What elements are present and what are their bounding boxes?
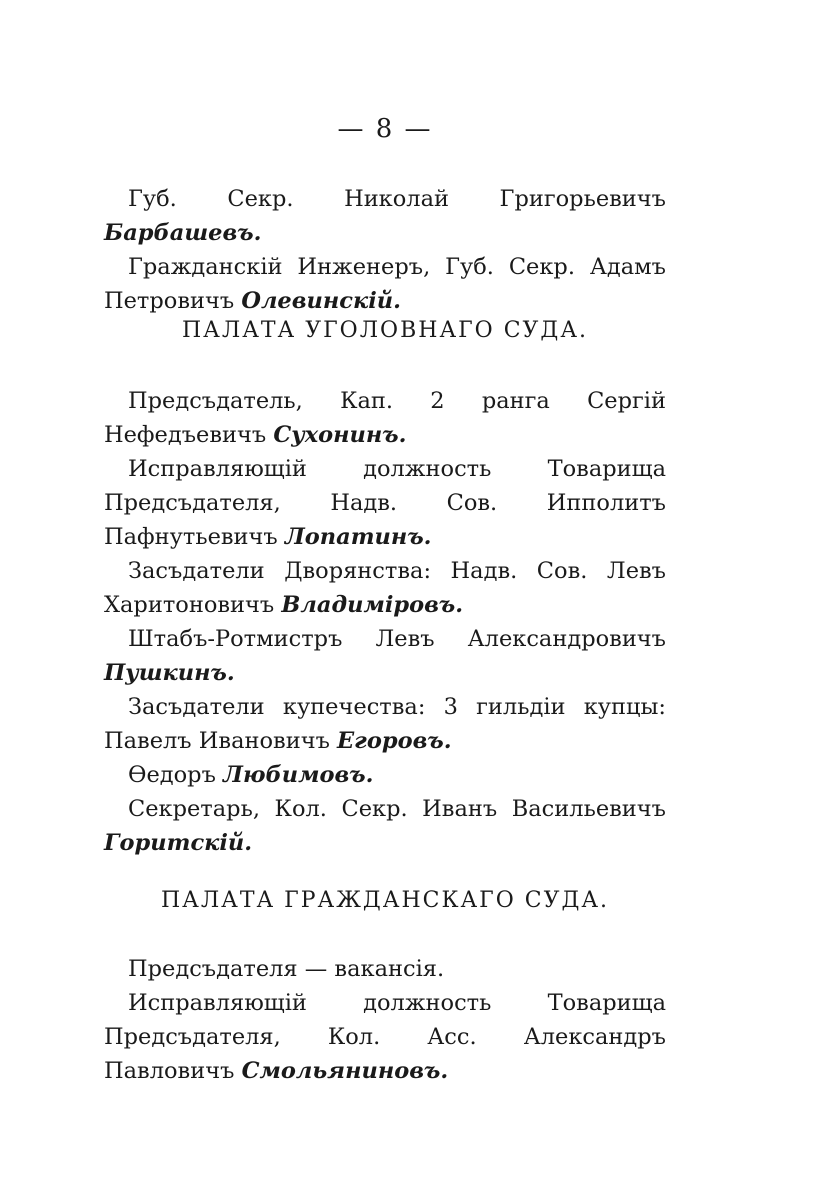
page-number: — 8 — [337,114,433,144]
entry [104,182,666,250]
entry-text: Засъдатели купечества: 3 гильдіи купцы: Павелъ Ивановичъ [104,694,666,754]
entry-surname: Лопатинъ. [284,524,432,550]
section-heading-criminal-court: ПАЛАТА УГОЛОВНАГО СУДА. [182,318,588,343]
entry-surname: Пушкинъ. [104,660,235,686]
entry [104,250,666,318]
section-civil-court-entries [104,952,666,1088]
entry-surname: Егоровъ. [337,728,452,754]
entry-text: Предсъдатель, Кап. 2 ранга Сергій Нефедъевичъ [104,388,666,448]
entry [104,986,666,1088]
entry [104,690,666,758]
entry [104,452,666,554]
entry-text: Өедоръ [128,762,224,788]
entry-surname: Барбашевъ. [104,220,262,246]
entry [104,622,666,690]
entry-surname: Сухонинъ. [273,422,407,448]
entry-text: Предсъдателя — вакансія. [128,956,445,982]
entry-text: Губ. Секр. Николай Григорьевичъ [128,186,666,212]
section-heading-civil-court: ПАЛАТА ГРАЖДАНСКАГО СУДА. [160,888,610,913]
entry [104,384,666,452]
entry-surname: Любимовъ. [223,762,374,788]
entry-text: Засъдатели Дворянства: Надв. Сов. Левъ Харитоновичъ [104,558,666,618]
entry-text: Штабъ-Ротмистръ Левъ Александровичъ [128,626,666,652]
entry-surname: Горитскій. [104,830,253,856]
section-criminal-court-entries [104,384,666,860]
entry-text: Исправляющій должность Товарища Предсъдателя, Надв. Сов. Ипполитъ Пафнутьевичъ [104,456,666,550]
entry-surname: Владиміровъ. [281,592,464,618]
entry-text: Секретарь, Кол. Секр. Иванъ Васильевичъ [128,796,666,822]
entry [104,758,666,792]
top-block [104,182,666,318]
entry [104,554,666,622]
entry-text: Исправляющій должность Товарища Предсъдателя, Кол. Асс. Александръ Павловичъ [104,990,666,1084]
entry [104,792,666,860]
entry-text: Гражданскій Инженеръ, Губ. Секр. Адамъ Петровичъ [104,254,666,314]
entry-surname: Смольяниновъ. [241,1058,449,1084]
entry-surname: Олевинскій. [241,288,401,314]
entry [104,952,666,986]
